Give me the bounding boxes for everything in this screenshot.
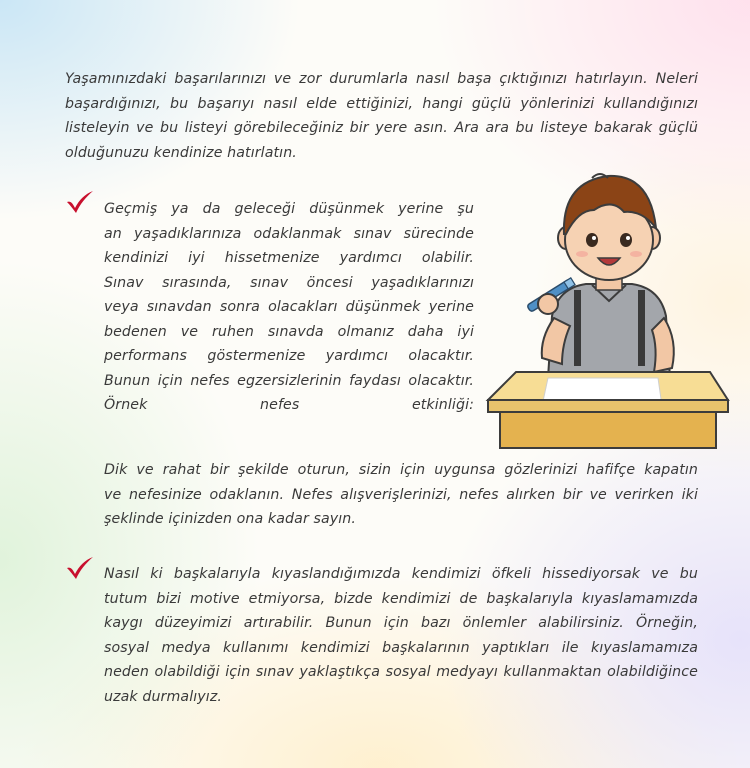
item1-line: bedenen ve ruhen sınavda olmanız daha iyi: [104, 323, 474, 340]
item1-line: performans göstermenize yardımcı olacaktır.: [104, 348, 474, 364]
student-at-desk-illustration: [482, 168, 732, 458]
item1-line: an yaşadıklarınıza odaklanmak sınav sürecinde: [104, 225, 474, 242]
intro-line: Yaşamınızdaki başarılarınızı ve zor durumlarla nasıl başa çıktığınızı hatırlayın. Neleri: [65, 71, 698, 87]
bullet-item-comparison: [104, 562, 698, 709]
item2-line: sosyal medya kullanımı kendimizi başkalarının yaptıkları ile kıyaslamamıza: [104, 639, 698, 656]
item1-line: Geçmiş ya da geleceği düşünmek yerine şu: [104, 201, 474, 217]
item1-line: Örnek nefes etkinliği:: [104, 397, 474, 413]
item2-line: neden olabildiği için sınav yaklaştıkça sosyal medyayı kullanmaktan olabildiğince: [104, 664, 698, 680]
intro-paragraph: [65, 67, 698, 165]
intro-line: listeleyin ve bu listeyi görebileceğiniz bir yere asın. Ara ara bu listeye bakarak güçlü: [65, 120, 698, 136]
breathing-exercise-text: [104, 458, 698, 532]
item2-line: Nasıl ki başkalarıyla kıyaslandığımızda kendimizi öfkeli hissediyorsak ve bu: [104, 566, 698, 582]
item1-line: Sınav sırasında, sınav öncesi yaşadıklarınızı: [104, 274, 474, 291]
item2-line: kaygı düzeyimizi artırabilir. Bunun için bazı önlemler alabilirsiniz. Örneğin,: [104, 615, 698, 631]
item1-line: veya sınavdan sonra olacakları düşünmek yerine: [104, 299, 474, 315]
checkmark-icon: [65, 556, 95, 580]
item1-tail-line: Dik ve rahat bir şekilde oturun, sizin için uygunsa gözlerinizi hafifçe kapatın: [104, 462, 698, 478]
bullet-item-present-focus: [104, 197, 474, 418]
item1-tail-line: şeklinde içinizden ona kadar sayın.: [104, 511, 357, 527]
item1-line: Bunun için nefes egzersizlerinin faydası olacaktır.: [104, 372, 474, 389]
intro-line: olduğunuzu kendinize hatırlatın.: [65, 144, 297, 161]
checkmark-icon: [65, 190, 95, 214]
item2-line: uzak durmalıyız.: [104, 688, 222, 705]
item2-line: tutum bizi motive etmiyorsa, bizde kendimizi de başkalarıyla kıyaslamamızda: [104, 590, 698, 607]
intro-line: başardığınızı, bu başarıyı nasıl elde ettiğinizi, hangi güçlü yönlerinizi kullandığınızı: [65, 95, 698, 112]
item1-line: kendinizi iyi hissetmenize yardımcı olabilir.: [104, 250, 474, 266]
item1-tail-line: ve nefesinize odaklanın. Nefes alışverişlerinizi, nefes alırken bir ve verirken iki: [104, 486, 698, 503]
